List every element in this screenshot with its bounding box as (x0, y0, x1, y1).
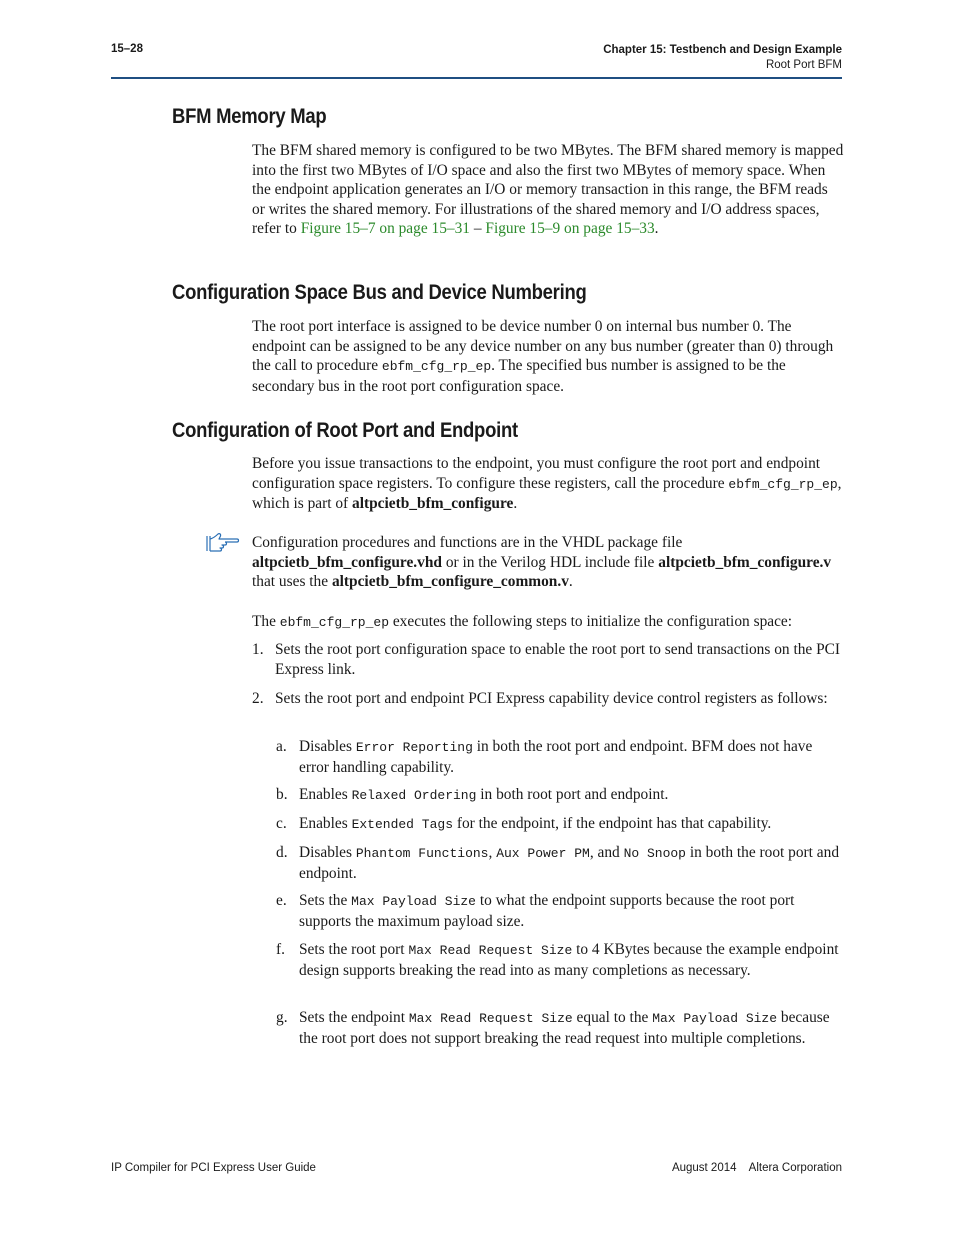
text: Disables (299, 738, 356, 755)
list-text (299, 1008, 845, 1048)
text: Enables (299, 786, 352, 803)
heading-bus-device-numbering: Configuration Space Bus and Device Numbering (172, 281, 587, 304)
list-letter: f. (276, 941, 285, 958)
code: Max Payload Size (652, 1011, 778, 1026)
code: Max Read Request Size (408, 1011, 573, 1026)
section-title: Root Port BFM (765, 59, 842, 71)
code: ebfm_cfg_rp_ep (381, 359, 492, 374)
paragraph-bus-device-numbering (252, 317, 844, 396)
link-figure-15-7[interactable]: Figure 15–7 on page 15–31 (300, 220, 470, 237)
text: , (488, 844, 497, 861)
link-figure-15-9[interactable]: Figure 15–9 on page 15–33 (485, 220, 655, 237)
list-letter: e. (276, 892, 287, 909)
list-text: Sets the root port configuration space to enable the root port to send transactions on the PCI Express link. (275, 641, 841, 678)
text: . (513, 495, 518, 512)
text: Disables (299, 844, 356, 861)
text: in both the root port and endpoint. (299, 844, 840, 882)
text: to what the endpoint supports because the root port supports the maximum payload size. (299, 892, 795, 930)
text: in both root port and endpoint. (476, 786, 669, 803)
code: Relaxed Ordering (351, 788, 477, 803)
text: Sets the root port (299, 941, 409, 958)
list-letter: a. (276, 738, 287, 755)
running-header (603, 43, 842, 73)
list-letter: b. (276, 786, 288, 803)
text: , which is part of (252, 474, 842, 512)
steps-intro (252, 612, 844, 633)
text: . The specified bus number is assigned to be the secondary bus in the root port configuration space. (252, 357, 786, 395)
code: ebfm_cfg_rp_ep (279, 615, 389, 630)
text: in both the root port and endpoint. BFM does not have error handling capability. (299, 738, 813, 776)
text: – (470, 220, 486, 237)
code: No Snoop (623, 846, 686, 861)
footer-document-title: IP Compiler for PCI Express User Guide (111, 1162, 316, 1174)
text: for the endpoint, if the endpoint has that capability. (453, 815, 772, 832)
code: Max Read Request Size (408, 943, 573, 958)
list-letter: g. (276, 1009, 288, 1026)
text: executes the following steps to initialize the configuration space: (389, 613, 793, 630)
list-number: 1. (252, 641, 264, 658)
paragraph-config-root-port (252, 454, 844, 514)
footer-date-company: August 2014 Altera Corporation (671, 1162, 842, 1174)
text: . (568, 573, 573, 590)
list-text (299, 814, 845, 835)
list-text (299, 843, 845, 883)
text: equal to the (572, 1009, 653, 1026)
note-text (252, 533, 844, 592)
code: Aux Power PM (496, 846, 590, 861)
text: to 4 KBytes because the example endpoint design supports breaking the read into as many completions as necessary. (299, 941, 839, 979)
list-number: 2. (252, 690, 264, 707)
chapter-title: Chapter 15: Testbench and Design Example (603, 44, 842, 56)
code: ebfm_cfg_rp_ep (728, 476, 838, 492)
code: Phantom Functions (355, 846, 489, 861)
bold-text: altpcietb_bfm_configure.vhd (252, 553, 442, 571)
text: Enables (299, 815, 352, 832)
header-rule (111, 77, 842, 79)
text: The root port interface is assigned to be device number 0 on internal bus number 0. The endpoint can be assigned to be any device number on any bus number (greater than 0) through the call to procedure (252, 318, 834, 374)
code: Error Reporting (355, 740, 473, 755)
text: . (654, 220, 659, 237)
text: , and (589, 844, 624, 861)
text: Sets the endpoint (299, 1009, 409, 1026)
bold-text: altpcietb_bfm_configure_common.v (331, 573, 569, 590)
pointing-hand-icon (205, 532, 241, 554)
text: or in the Verilog HDL include file (441, 553, 659, 571)
list-text (299, 737, 845, 777)
page-number: 15–28 (111, 43, 143, 55)
text: Sets the (299, 892, 352, 909)
heading-config-root-port: Configuration of Root Port and Endpoint (172, 419, 518, 442)
list-text: Sets the root port and endpoint PCI Express capability device control registers as follows: (275, 690, 828, 707)
text: Configuration procedures and functions are in the VHDL package file (252, 534, 683, 551)
list-text (299, 891, 845, 931)
heading-bfm-memory-map: BFM Memory Map (172, 105, 327, 128)
list-letter: c. (276, 815, 287, 832)
bold-text: altpcietb_bfm_configure.v (658, 553, 832, 571)
list-text (299, 785, 845, 806)
code: Extended Tags (351, 817, 453, 832)
paragraph-bfm-memory-map (252, 141, 844, 239)
text: The BFM shared memory is configured to be two MBytes. The BFM shared memory is mapped into the first two MBytes of I/O space and also the first two MBytes of memory space. When the endpoint application generates an I/O or memory transaction in this range, the BFM reads or writes the shared memory. For illustrations of the shared memory and I/O address spaces, refer to (252, 142, 844, 237)
code: Max Payload Size (351, 894, 476, 909)
text: because the root port does not support breaking the read request into multiple completions. (299, 1009, 830, 1047)
list-letter: d. (276, 844, 288, 861)
text: that uses the (252, 573, 332, 590)
text: Before you issue transactions to the endpoint, you must configure the root port and endpoint configuration space registers. To configure these registers, call the procedure (252, 455, 821, 492)
list-text (299, 940, 845, 980)
bold-text: altpcietb_bfm_configure (352, 495, 514, 512)
text: The (252, 613, 280, 630)
